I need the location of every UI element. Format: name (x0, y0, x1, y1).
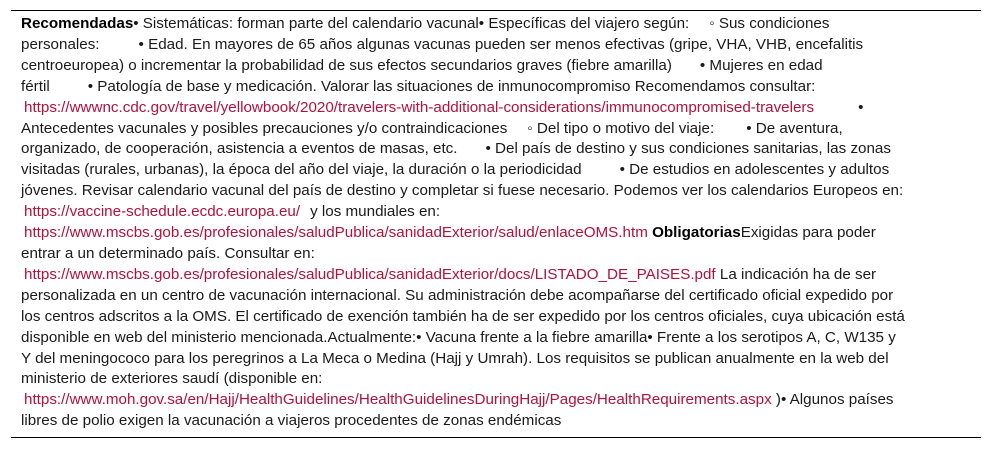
line-18 (21, 369, 966, 390)
text-segment: fértil (21, 77, 50, 95)
text-segment: • De aventura, (746, 119, 843, 137)
line-7 (21, 139, 966, 160)
paises-list-link[interactable]: https://www.mscbs.gob.es/profesionales/saludPublica/sanidadExterior/docs/LISTADO_DE_PAISES.pdf (24, 265, 716, 283)
recomendadas-heading: Recomendadas (21, 15, 134, 32)
text-segment: ministerio de exteriores saudí (disponible en: (21, 370, 323, 388)
text-segment: )• Algunos países (775, 391, 894, 409)
line-6 (21, 119, 966, 140)
text-segment: visitadas (rurales, urbanas), la época del año del viaje, la duración o la periodicidad (21, 161, 582, 179)
line-11 (21, 223, 966, 244)
line-8 (21, 160, 966, 181)
line-3 (21, 56, 966, 77)
cell-text (21, 14, 966, 432)
vaccination-table-cell (11, 10, 981, 438)
text-segment: • Mujeres en edad (699, 56, 823, 74)
line-20 (21, 411, 966, 432)
line-4 (21, 77, 966, 98)
text-segment: personalizada en un centro de vacunación internacional. Su administración debe acompañarse del certificado oficial expedido por (21, 286, 894, 304)
line-16 (21, 328, 966, 349)
line-13 (21, 265, 966, 286)
moh-hajj-link[interactable]: https://www.moh.gov.sa/en/Hajj/HealthGuidelines/HealthGuidelinesDuringHajj/Pages/HealthRequirements.aspx (24, 391, 772, 409)
text-segment: disponible en web del ministerio mencionada.Actualmente:• Vacuna frente a la fiebre amarilla• Frente a los serotipos A, C, W135 y (21, 328, 896, 346)
line-9 (21, 181, 966, 202)
line-12 (21, 244, 966, 265)
text-segment: personales: (21, 35, 100, 53)
line-2 (21, 35, 966, 56)
text-segment: y los mundiales en: (310, 203, 441, 221)
text-segment: ◦ Del tipo o motivo del viaje: (527, 119, 715, 137)
text-segment: • (858, 98, 864, 116)
line-5 (21, 98, 966, 119)
text-segment: Exigidas para poder (740, 224, 876, 242)
line-14 (21, 286, 966, 307)
text-segment: centroeuropea) o incrementar la probabilidad de sus efectos secundarios graves (fiebre amarilla) (21, 56, 672, 74)
line-10 (21, 202, 966, 223)
text-segment: La indicación ha de ser (719, 265, 877, 283)
obligatorias-heading: Obligatorias (652, 224, 741, 242)
text-segment: libres de polio exigen la vacunación a viajeros procedentes de zonas endémicas (21, 412, 562, 430)
text-segment: Y del meningococo para los peregrinos a La Meca o Medina (Hajj y Umrah). Los requisitos se publican anualmente en la web del (21, 349, 889, 367)
line-19 (21, 390, 966, 411)
text-segment: entrar a un determinado país. Consultar en: (21, 244, 315, 262)
line-15 (21, 307, 966, 328)
cdc-immunocompromised-link[interactable]: https://wwwnc.cdc.gov/travel/yellowbook/2020/travelers-with-additional-considerations/immunocompromised-travelers (24, 98, 815, 116)
text-segment: ◦ Sus condiciones (709, 15, 830, 32)
line-17 (21, 349, 966, 370)
ecdc-schedule-link[interactable]: https://vaccine-schedule.ecdc.europa.eu/ (24, 203, 301, 221)
text-segment: • Patología de base y medicación. Valorar las situaciones de inmunocompromiso Recomendamos consultar: (87, 77, 816, 95)
text-segment: • Del país de destino y sus condiciones sanitarias, las zonas (485, 140, 891, 158)
text-segment: los centros adscritos a la OMS. El certificado de exención también ha de ser expedido por los centros oficiales, cuya ubicación está (21, 307, 905, 325)
text-segment: • De estudios en adolescentes y adultos (619, 161, 890, 179)
text-segment: • Edad. En mayores de 65 años algunas vacunas pueden ser menos efectivas (gripe, VHA, VHB, encefalitis (138, 35, 864, 53)
oms-link[interactable]: https://www.mscbs.gob.es/profesionales/saludPublica/sanidadExterior/salud/enlaceOMS.htm (24, 224, 648, 242)
line-1 (21, 14, 966, 35)
text-segment: • Sistemáticas: forman parte del calendario vacunal• Específicas del viajero según: (133, 15, 690, 32)
text-segment: jóvenes. Revisar calendario vacunal del país de destino y completar si fuese necesario. Podemos ver los calendarios Europeos en: (21, 182, 904, 200)
text-segment: organizado, de cooperación, asistencia a eventos de masas, etc. (21, 140, 458, 158)
text-segment: Antecedentes vacunales y posibles precauciones y/o contraindicaciones (21, 119, 508, 137)
